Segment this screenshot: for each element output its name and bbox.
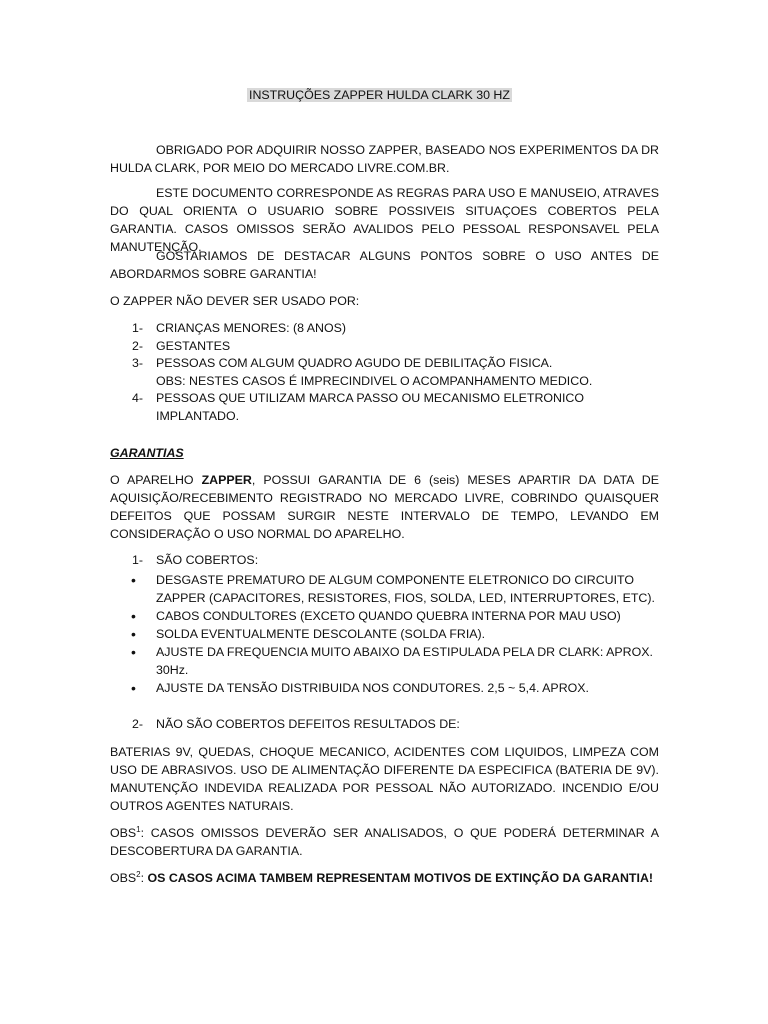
intro-paragraph-1: OBRIGADO POR ADQUIRIR NOSSO ZAPPER, BASEADO NOS EXPERIMENTOS DA DR HULDA CLARK, POR MEIO DO MERCADO LIVRE.COM.BR.	[110, 143, 659, 175]
covered-list	[110, 571, 659, 697]
guarantee-paragraph: O APARELHO ZAPPER, POSSUI GARANTIA DE 6 (seis) MESES APARTIR DA DATA DE AQUISIÇÃO/RECEBIMENTO REGISTRADO NO MERCADO LIVRE, COBRINDO QUAISQUER DEFEITOS QUE POSSAM SURGIR NESTE INTERVALO DE TEMPO, LEVANDO EM CONSIDERAÇÃO O USO NORMAL DO APARELHO.	[110, 473, 660, 541]
obs2-paragraph: OBS$^2$: OS CASOS ACIMA TAMBEM REPRESENTAM MOTIVOS DE EXTINÇÃO DA GARANTIA!	[110, 869, 654, 885]
bullet-icon: •	[131, 572, 136, 588]
title-block	[247, 86, 512, 104]
obs1-paragraph: OBS$^1$: CASOS OMISSOS DEVERÃO SER ANALISADOS, O QUE PODERÁ DETERMINAR A DESCOBERTURA DA GARANTIA.	[110, 824, 659, 858]
list-item: • DESGASTE PREMATURO DE ALGUM COMPONENTE ELETRONICO DO CIRCUITO ZAPPER (CAPACITORES, RESISTORES, FIOS, SOLDA, LED, INTERRUPTORES, ETC).	[131, 572, 655, 605]
not-covered-paragraph: BATERIAS 9V, QUEDAS, CHOQUE MECANICO, ACIDENTES COM LIQUIDOS, LIMPEZA COM USO DE ABRASIVOS. USO DE ALIMENTAÇÃO DIFERENTE DA ESPECIFICA (BATERIA DE 9V). MANUTENÇÃO INDEVIDA REALIZADA POR PESSOAL NÃO AUTORIZADO. INCENDIO E/OU OUTROS AGENTES NATURAIS.	[110, 745, 659, 813]
not-used-by-heading: O ZAPPER NÃO DEVER SER USADO POR:	[110, 294, 360, 308]
obs2-emphasis: OS CASOS ACIMA TAMBEM REPRESENTAM MOTIVOS DE EXTINÇÃO DA GARANTIA!	[147, 871, 654, 885]
list-item: 1- SÃO COBERTOS:	[132, 553, 259, 567]
guarantee-heading-row	[110, 444, 659, 462]
not-covered-heading	[110, 716, 659, 734]
list-item: 1- CRIANÇAS MENORES: (8 ANOS)	[132, 321, 347, 335]
obs-note: OBS: NESTES CASOS É IMPRECINDIVEL O ACOMPANHAMENTO MEDICO.	[156, 373, 593, 388]
list-item: • SOLDA EVENTUALMENTE DESCOLANTE (SOLDA FRIA).	[131, 626, 486, 642]
bullet-icon: •	[131, 608, 136, 624]
bullet-icon: •	[131, 680, 136, 696]
list-item: 3- PESSOAS COM ALGUM QUADRO AGUDO DE DEBILITAÇÃO FISICA. OBS: NESTES CASOS É IMPRECINDIVEL O ACOMPANHAMENTO MEDICO.	[110, 355, 659, 390]
list-item: 2- NÃO SÃO COBERTOS DEFEITOS RESULTADOS DE:	[132, 717, 460, 731]
intro-paragraph-3: GOSTARIAMOS DE DESTACAR ALGUNS PONTOS SOBRE O USO ANTES DE ABORDARMOS SOBRE GARANTIA!	[110, 249, 659, 281]
bullet-icon: •	[131, 644, 136, 660]
bullet-icon: •	[131, 626, 136, 642]
list-item: • AJUSTE DA TENSÃO DISTRIBUIDA NOS CONDUTORES. 2,5 ~ 5,4. APROX.	[131, 680, 589, 696]
list-item: 4- PESSOAS QUE UTILIZAM MARCA PASSO OU MECANISMO ELETRONICO IMPLANTADO.	[132, 391, 585, 423]
list-item: • CABOS CONDULTORES (EXCETO QUANDO QUEBRA INTERNA POR MAU USO)	[131, 608, 621, 624]
list-item: • AJUSTE DA FREQUENCIA MUITO ABAIXO DA ESTIPULADA PELA DR CLARK: APROX. 30Hz.	[131, 644, 653, 677]
list-item: 2- GESTANTES	[132, 338, 231, 353]
product-name: ZAPPER	[201, 473, 252, 487]
intro-paragraph-2: ESTE DOCUMENTO CORRESPONDE AS REGRAS PARA USO E MANUSEIO, ATRAVES DO QUAL ORIENTA O USUARIO SOBRE POSSIVEIS SITUAÇOES COBERTOS PELA GARANTIA. CASOS OMISSOS SERÃO AVALIDOS PELO PESSOAL RESPONSAVEL PELA MANUTENÇÃO.	[110, 186, 659, 254]
not-used-by-list	[110, 320, 659, 425]
guarantee-heading: GARANTIAS	[110, 446, 184, 460]
document-title: INSTRUÇÕES ZAPPER HULDA CLARK 30 HZ	[249, 88, 510, 102]
covered-heading	[110, 552, 659, 570]
